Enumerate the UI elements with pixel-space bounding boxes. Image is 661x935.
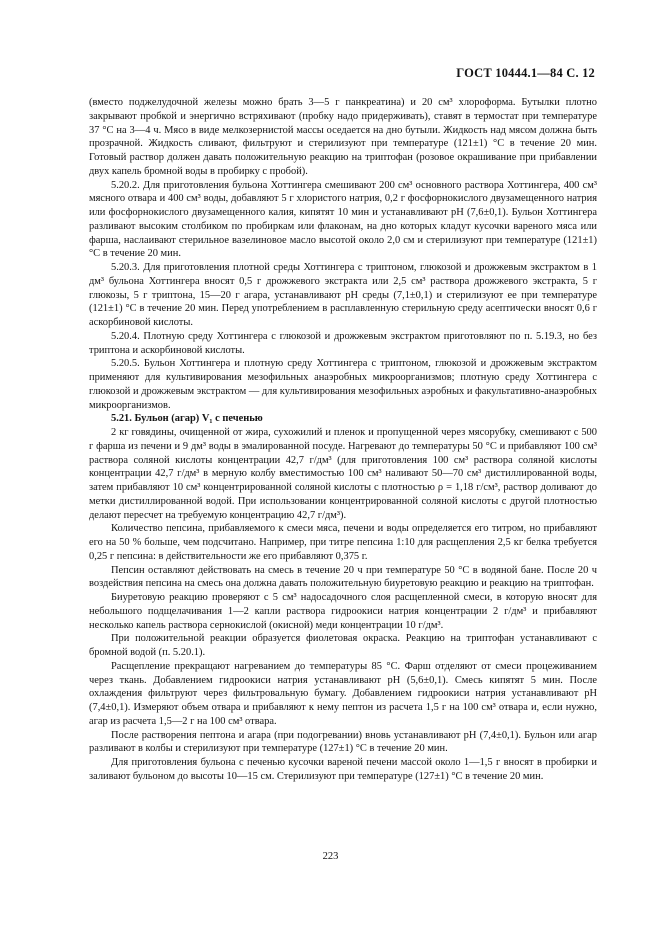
- paragraph-liver-broth: Для приготовления бульона с печенью кусочки вареной печени массой около 1—1,5 г вносят в пробирки и заливают бульоном до высоты 10—15 см. Стерилизуют при температуре (127±1) °С в течение 20 мин.: [89, 757, 597, 782]
- page-header: ГОСТ 10444.1—84 С. 12: [456, 66, 595, 80]
- paragraph-continuation: (вместо поджелудочной железы можно брать 3—5 г панкреатина) и 20 см³ хлороформа. Бутылки плотно закрывают пробкой и энергично встряхивают (пробку надо придерживать), ставят в термостат при температуре 37 °С на 3—4 ч. Мясо в виде мелкозернистой массы оседается на дно бутыли. Жидкость над мясом должна быть прозрачной. Жидкость сливают, фильтруют и стерилизуют при температуре (121±1) °С в течение 20 мин. Готовый раствор должен давать положительную реакцию на триптофан (розовое окрашивание при прибавлении двух капель бромной воды в пробирку с пробой).: [89, 97, 597, 177]
- paragraph-5-20-2: 5.20.2. Для приготовления бульона Хоттингера смешивают 200 см³ основного раствора Хоттингера, 400 см³ мясного отвара и 400 см³ воды, добавляют 5 г хлористого натрия, 0,2 г фосфорнокислого двузамещенного натрия или фосфорнокислого двузамещенного калия, кипятят 10 мин и устанавливают рН (7,6±0,1). Бульон Хоттингера разливают высоким столбиком по пробиркам или флаконам, на дно которых кладут кусочки вареного мяса или фарша, наслаивают стерильное вазелиновое масло высотой около 2,0 см и стерилизуют при температуре (121±1) °С в течение 20 мин.: [89, 179, 597, 260]
- paragraph-biuret-reaction: Биуретовую реакцию проверяют с 5 см³ надосадочного слоя расщепленной смеси, в которую вносят для небольшого подщелачивания 1—2 капли раствора гидроокиси натрия концентрации 2 г/дм³ и прибавляют несколько капель раствора сернокислой (окисной) меди концентрации 10 г/дм³.: [89, 592, 597, 631]
- paragraph-peptone-agar: После растворения пептона и агара (при подогревании) вновь устанавливают рН (7,4±0,1). Бульон или агар разливают в колбы и стерилизуют при температуре (127±1) °С в течение 20 мин.: [89, 729, 597, 755]
- page-number: 223: [322, 851, 339, 862]
- paragraph-beef-preparation: 2 кг говядины, очищенной от жира, сухожилий и пленок и пропущенной через мясорубку, смешивают с 500 г фарша из печени и 9 дм³ воды в эмалированной посуде. Нагревают до температуры 50 °С и прибавляют 100 см³ раствора соляной кислоты концентрации 42,7 г/дм³ (для приготовления 100 см³ раствора соляной кислоты концентрации 42,7 г/дм³ в мерную колбу вместимостью 100 см³ наливают 50—70 см³ дистиллированной воды, затем прибавляют 10 см³ концентрированной соляной кислоты с плотностью ρ = 1,18 г/см³, раствор доливают до метки дистиллированной водой. При использовании концентрированной соляной кислоты с другой плотностью делают пересчет на требуемую концентрацию 42,7 г/дм³).: [89, 427, 597, 521]
- paragraph-splitting-stop: Расщепление прекращают нагреванием до температуры 85 °С. Фарш отделяют от смеси процеживанием через ткань. Добавлением гидроокиси натрия устанавливают рН (5,6±0,1). Смесь кипятят 5 мин. После охлаждения фильтруют через фильтровальную бумагу. Добавлением гидроокиси натрия устанавливают рН (7,4±0,1). Измеряют объем отвара и прибавляют к нему пептон из расчета 1,5 г на 100 см³ отвара и, если нужно, агар из расчета 1,5—2 г на 100 см³ отвара.: [89, 660, 597, 727]
- document-body: [89, 96, 597, 784]
- paragraph-pepsin-amount: Количество пепсина, прибавляемого к смеси мяса, печени и воды определяется его титром, но прибавляют его на 50 % больше, чем подсчитано. Например, при титре пепсина 1:10 для расщепления 2,5 кг белка требуется 0,25 г пепсина: в действительности же его прибавляют 0,375 г.: [89, 523, 597, 562]
- section-heading-5-21: 5.21. Бульон (агар) V₁ с печенью: [111, 413, 263, 425]
- paragraph-5-20-5: 5.20.5. Бульон Хоттингера и плотную среду Хоттингера с триптоном, глюкозой и дрожжевым экстрактом применяют для культивирования мезофильных анаэробных микроорганизмов; плотную среду Хоттингера с глюкозой и дрожжевым экстрактом — для культивирования мезофильных аэробных и факультативно-анаэробных микроорганизмов.: [89, 358, 597, 411]
- paragraph-5-20-3: 5.20.3. Для приготовления плотной среды Хоттингера с триптоном, глюкозой и дрожжевым экстрактом в 1 дм³ бульона Хоттингера вносят 0,5 г дрожжевого экстракта или 2,5 см³ раствора дрожжевого экстракта, 5 г глюкозы, 5 г триптона, 15—20 г агара, устанавливают рН среды (7,1±0,1) и стерилизуют ее при температуре (121±1) °С в течение 20 мин. Перед употреблением в расплавленную стерильную среду асептически вносят 0,6 г аскорбиновой кислоты.: [89, 262, 597, 328]
- paragraph-5-20-4: 5.20.4. Плотную среду Хоттингера с глюкозой и дрожжевым экстрактом приготовляют по п. 5.19.3, но без триптона и аскорбиновой кислоты.: [89, 330, 597, 356]
- paragraph-pepsin-action: Пепсин оставляют действовать на смесь в течение 20 ч при температуре 50 °С в водяной бане. После 20 ч воздействия пепсина на смесь она должна давать положительную биуретовую реакцию и реакцию на триптофан.: [89, 564, 597, 590]
- paragraph-positive-reaction: При положительной реакции образуется фиолетовая окраска. Реакцию на триптофан устанавливают с бромной водой (п. 5.20.1).: [89, 633, 597, 658]
